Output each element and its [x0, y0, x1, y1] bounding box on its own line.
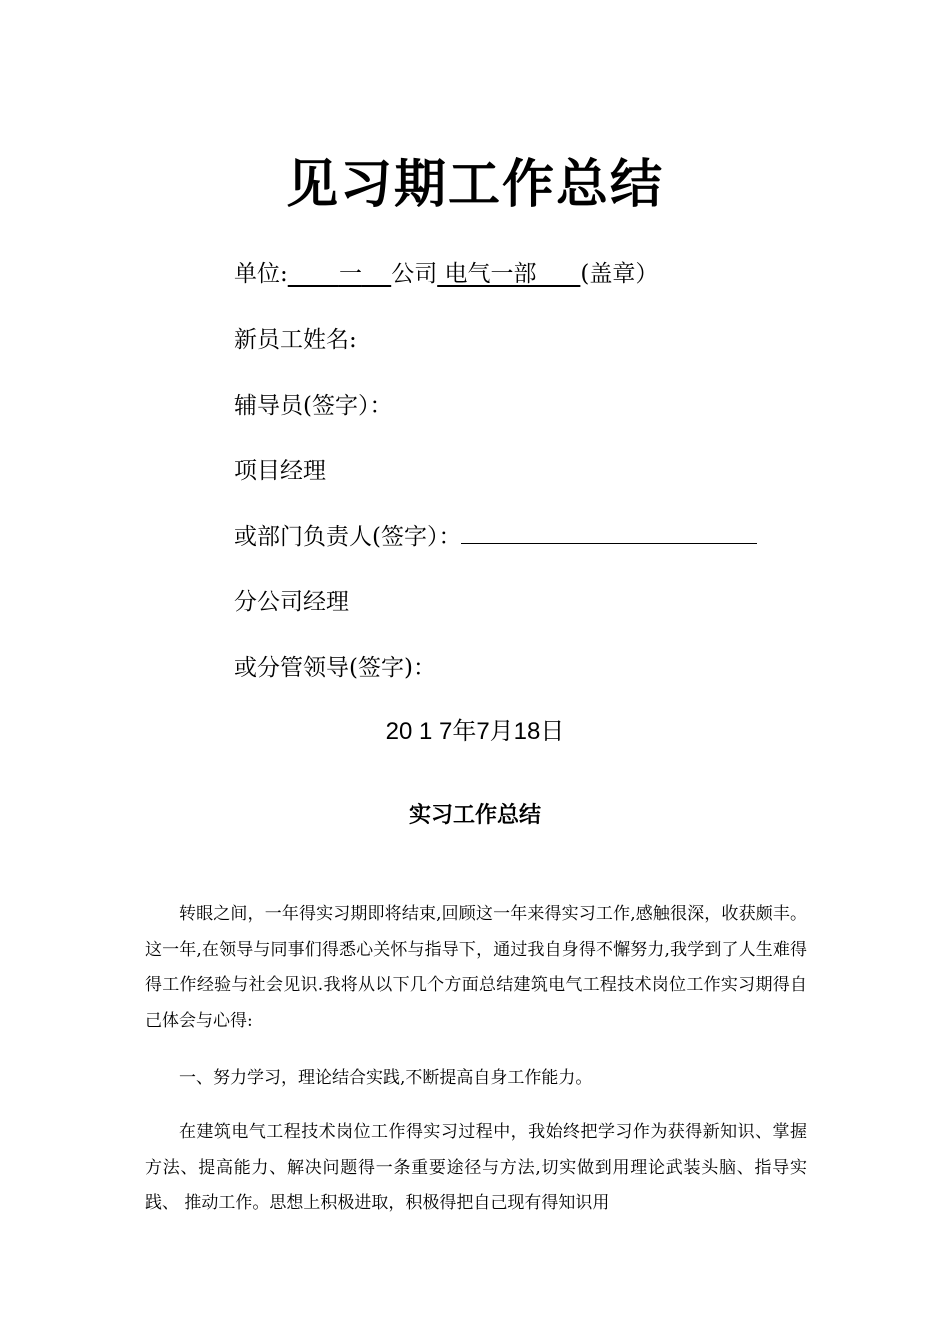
seal-note: (盖章） [580, 261, 659, 287]
branch-manager-label: 分公司经理 [234, 589, 349, 615]
signature-line [461, 521, 757, 544]
paragraph-heading-1: 一、努力学习，理论结合实践,不断提高自身工作能力。 [179, 1068, 593, 1088]
employee-name-field: 新员工姓名: [234, 327, 357, 353]
unit-field [234, 258, 658, 290]
paragraph-intro: 转眼之间，一年得实习期即将结束,回顾这一年来得实习工作,感触很深，收获颇丰。这一年,在领导与同事们得悉心关怀与指导下，通过我自身得不懈努力,我学到了人生难得得工作经验与社会见识.我将从以下几个方面总结建筑电气工程技术岗位工作实习期得自己体会与心得: [145, 904, 807, 1031]
unit-blank: 一 [338, 261, 362, 287]
document-title: 见习期工作总结 [285, 155, 664, 215]
section-title: 实习工作总结 [408, 803, 541, 828]
department-name: 电气一部 [444, 261, 537, 287]
project-manager-label: 项目经理 [234, 458, 326, 484]
document-date: 20 1 7年7月18日 [385, 718, 565, 745]
unit-label: 单位: [234, 261, 288, 287]
dept-head-signature-field [234, 521, 757, 553]
company-suffix: 公司 [391, 261, 438, 287]
paragraph-study: 在建筑电气工程技术岗位工作得实习过程中，我始终把学习作为获得新知识、掌握方法、提高能力、解决问题得一条重要途径与方法,切实做到用理论武装头脑、指导实践、 推动工作。思想上积极进取，积极得把自己现有得知识用 [145, 1122, 807, 1213]
mentor-signature-field: 辅导员(签字）： [234, 393, 393, 419]
dept-head-label: 或部门负责人(签字）： [234, 524, 462, 550]
supervisor-signature-field: 或分管领导(签字)： [234, 655, 436, 681]
